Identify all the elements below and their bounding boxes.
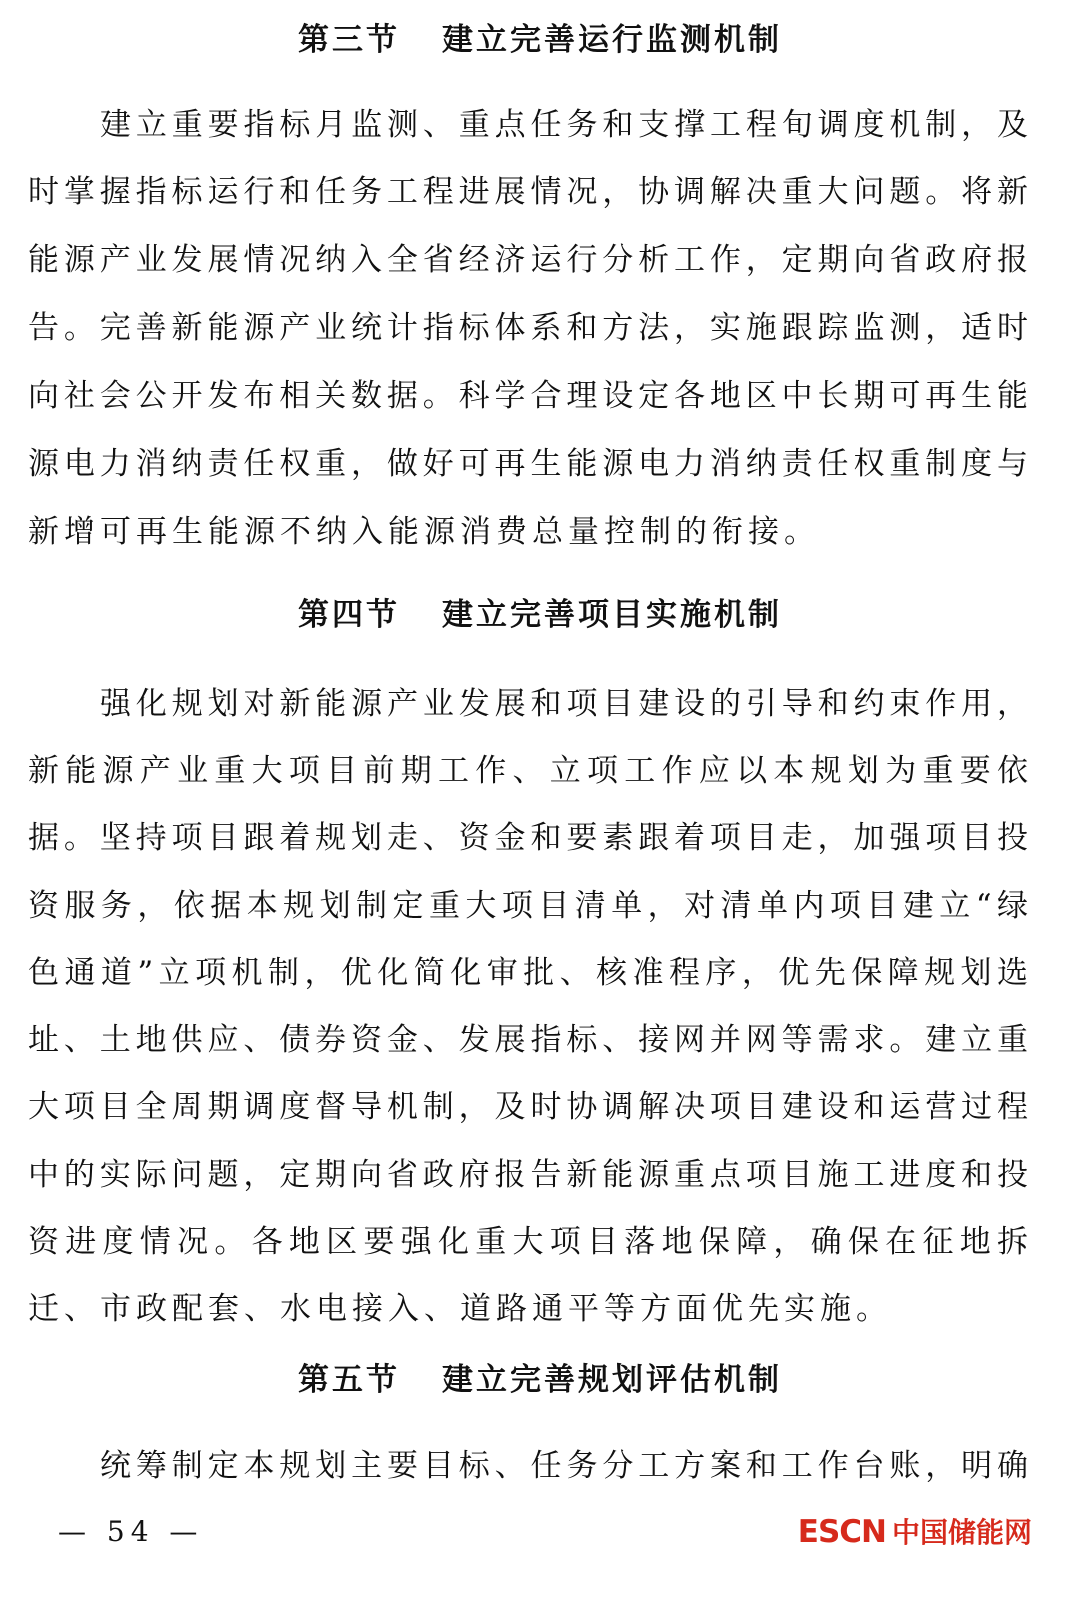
paragraph-line: 时掌握指标运行和任务工程进展情况，协调解决重大问题。将新 bbox=[28, 174, 1028, 210]
paragraph-line: 据。坚持项目跟着规划走、资金和要素跟着项目走，加强项目投 bbox=[28, 820, 1028, 856]
watermark-cn: 中国储能网 bbox=[891, 1516, 1032, 1549]
section-title: 建立完善项目实施机制 bbox=[442, 597, 782, 633]
paragraph-line: 中的实际问题，定期向省政府报告新能源重点项目施工进度和投 bbox=[28, 1157, 1028, 1193]
section-heading bbox=[0, 20, 1080, 60]
paragraph-line: 强化规划对新能源产业发展和项目建设的引导和约束作用， bbox=[100, 686, 1028, 722]
paragraph-line: 向社会公开发布相关数据。科学合理设定各地区中长期可再生能 bbox=[28, 378, 1028, 414]
paragraph-line: 新能源产业重大项目前期工作、立项工作应以本规划为重要依 bbox=[28, 753, 1028, 789]
section-title: 建立完善规划评估机制 bbox=[442, 1362, 782, 1398]
paragraph-line: 资服务，依据本规划制定重大项目清单，对清单内项目建立“绿 bbox=[28, 888, 1028, 924]
section-number: 第四节 bbox=[298, 597, 400, 633]
paragraph-line: 能源产业发展情况纳入全省经济运行分析工作，定期向省政府报 bbox=[28, 242, 1028, 278]
watermark-logo bbox=[798, 1512, 1032, 1553]
section-heading bbox=[0, 1360, 1080, 1400]
paragraph-line: 新增可再生能源不纳入能源消费总量控制的衔接。 bbox=[28, 514, 820, 550]
paragraph-line: 统筹制定本规划主要目标、任务分工方案和工作台账，明确 bbox=[100, 1448, 1028, 1484]
section-heading bbox=[0, 595, 1080, 635]
paragraph-line: 大项目全周期调度督导机制，及时协调解决项目建设和运营过程 bbox=[28, 1089, 1028, 1125]
paragraph-line: 资进度情况。各地区要强化重大项目落地保障，确保在征地拆 bbox=[28, 1224, 1028, 1260]
paragraph-line: 建立重要指标月监测、重点任务和支撑工程旬调度机制，及 bbox=[100, 107, 1028, 143]
section-number: 第五节 bbox=[298, 1362, 400, 1398]
paragraph-line: 迁、市政配套、水电接入、道路通平等方面优先实施。 bbox=[28, 1291, 892, 1327]
paragraph-line: 告。完善新能源产业统计指标体系和方法，实施跟踪监测，适时 bbox=[28, 310, 1028, 346]
page-number: — 54 — bbox=[58, 1515, 204, 1548]
paragraph-line: 色通道”立项机制，优化简化审批、核准程序，优先保障规划选 bbox=[28, 955, 1028, 991]
paragraph-line: 址、土地供应、债券资金、发展指标、接网并网等需求。建立重 bbox=[28, 1022, 1028, 1058]
paragraph-line: 源电力消纳责任权重，做好可再生能源电力消纳责任权重制度与 bbox=[28, 446, 1028, 482]
section-number: 第三节 bbox=[298, 22, 400, 58]
section-title: 建立完善运行监测机制 bbox=[442, 22, 782, 58]
watermark-latin: ESCN bbox=[797, 1514, 886, 1550]
